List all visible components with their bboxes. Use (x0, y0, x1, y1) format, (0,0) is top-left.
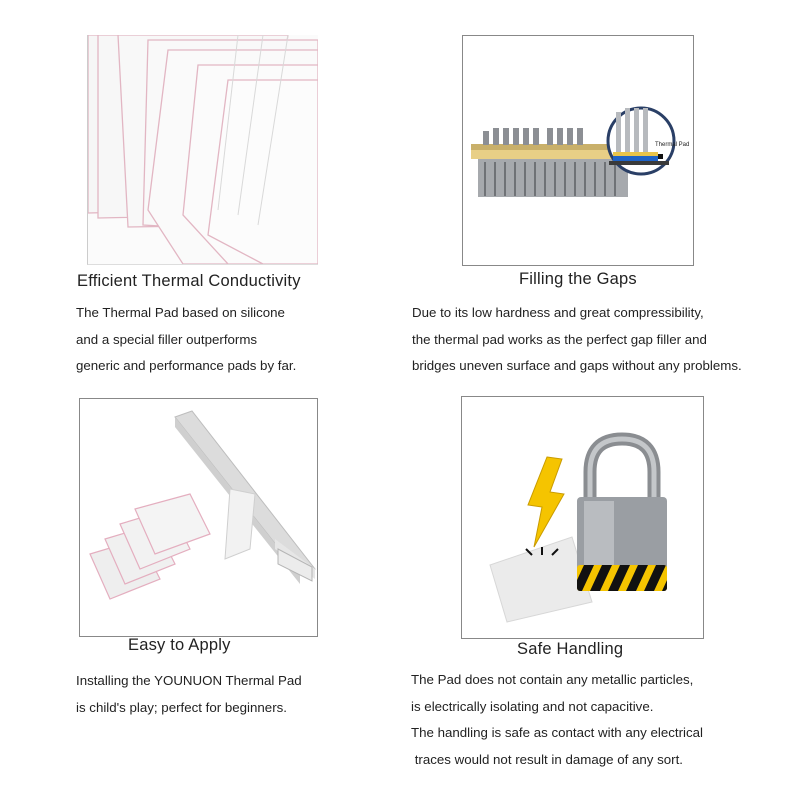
text-line: The Thermal Pad based on silicone (76, 305, 285, 320)
thermal-pad-label: Thermal Pad (655, 142, 690, 148)
section-title-filling-gaps: Filling the Gaps (519, 270, 637, 288)
text-line: traces would not result in damage of any sort. (411, 751, 683, 767)
text-line: The Pad does not contain any metallic particles, (411, 672, 694, 687)
text-line: the thermal pad works as the perfect gap filler and (412, 331, 707, 347)
text-line: The handling is safe as contact with any electrical (411, 725, 703, 740)
pads-stack-image (87, 35, 318, 265)
text-line: bridges uneven surface and gaps without any problems. (412, 358, 742, 373)
section-title-safe-handling: Safe Handling (517, 640, 624, 658)
heatsink-diagram-image (462, 35, 694, 266)
text-line: generic and performance pads by far. (76, 358, 297, 373)
text-line: is electrically isolating and not capacitive. (411, 698, 654, 714)
section-text-safe-handling (411, 667, 703, 773)
section-text-filling-gaps (412, 300, 742, 380)
section-title-easy-apply: Easy to Apply (128, 636, 231, 654)
text-line: is child's play; perfect for beginners. (76, 699, 287, 715)
padlock-image (461, 396, 704, 639)
text-line: and a special filler outperforms (76, 331, 258, 347)
section-text-easy-apply (76, 668, 302, 721)
text-line: Due to its low hardness and great compressibility, (412, 305, 704, 320)
pads-heatsink-image (79, 398, 318, 637)
section-title-thermal-conductivity: Efficient Thermal Conductivity (77, 272, 301, 290)
section-text-thermal-conductivity (76, 300, 296, 380)
text-line: Installing the YOUNUON Thermal Pad (76, 673, 302, 688)
